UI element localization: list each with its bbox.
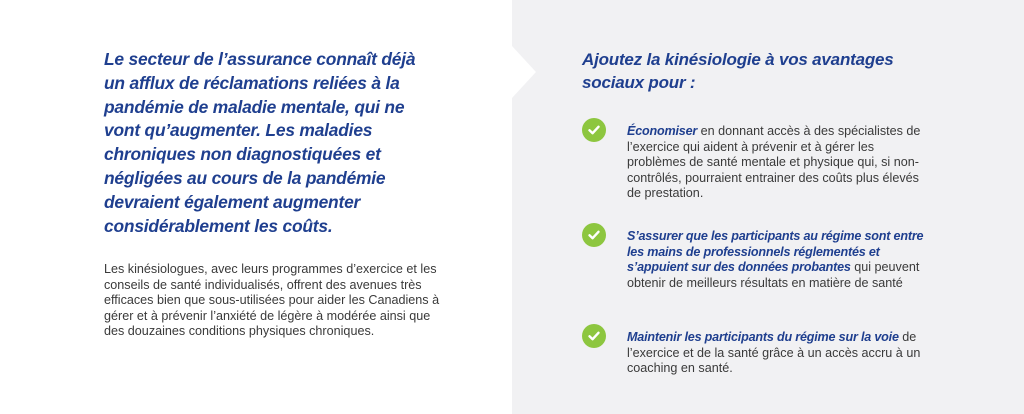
benefit-text — [627, 124, 927, 202]
benefits-title: Ajoutez la kinésiologie à vos avantages sociaux pour : — [582, 50, 894, 92]
check-circle-icon — [582, 118, 606, 142]
body-paragraph: Les kinésiologues, avec leurs programmes d’exercice et les conseils de santé individualisés, offrent des avenues très efficaces bien que sous-utilisées pour aider les Canadiens à gérer et à prévenir l’anxiété de légère à modérée ainsi que des douzaines conditions physiques chroniques. — [104, 262, 440, 339]
benefit-emphasis: Économiser — [627, 124, 698, 138]
check-circle-icon — [582, 223, 606, 247]
benefit-emphasis: Maintenir les participants du régime sur la voie — [627, 330, 899, 344]
benefit-detail: de l’exercice et de la santé grâce à un accès accru à un coaching en santé. — [627, 330, 921, 376]
benefit-text — [627, 330, 927, 377]
benefit-detail: qui peuvent obtenir de meilleurs résultats en matière de santé — [627, 260, 920, 290]
benefit-emphasis: S’assurer que les participants au régime sont entre les mains de professionnels réglementés et s’appuient sur des données probantes — [627, 229, 924, 275]
benefit-text — [627, 229, 927, 291]
benefit-detail: en donnant accès à des spécialistes de l’exercice qui aident à prévenir et à gérer les problèmes de santé mentale et physique qui, si non-contrôlés, pourraient entrainer des coûts plus élevés de prestation. — [627, 124, 921, 201]
panel-divider-arrow — [512, 46, 536, 98]
headline: Le secteur de l’assurance connaît déjà un afflux de réclamations reliées à la pandémie de maladie mentale, qui ne vont qu’augmenter. Les maladies chroniques non diagnostiquées et négligées au cours de la pandémie devraient également augmenter considérablement les coûts. — [104, 49, 416, 236]
check-circle-icon — [582, 324, 606, 348]
